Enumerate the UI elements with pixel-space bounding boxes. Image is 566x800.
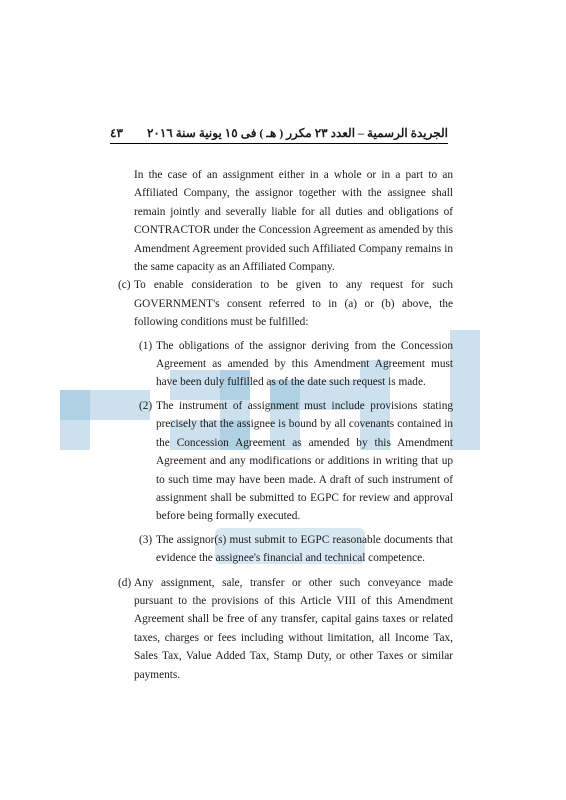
subclause-2-label: (2) (139, 399, 153, 412)
clause-c-text: To enable consideration to be given to any request for such GOVERNMENT's consent referred to in (a) or (b) above, the following conditions must be fulfilled: (134, 279, 453, 329)
gazette-title: الجريدة الرسمية – العدد ٢٣ مكرر ( هـ ) فى ١٥ يونية سنة ٢٠١٦ (146, 126, 448, 140)
document-body (118, 166, 453, 684)
clause-d-text: Any assignment, sale, transfer or other such conveyance made pursuant to the provisions of this Article VIII of this Amendment Agreement shall be free of any transfer, capital gains taxes or related taxes, charges or fees including without limitation, all Income Tax, Sales Tax, Value Added Tax, Stamp Duty, or other Taxes or similar payments. (134, 576, 453, 681)
header-rule (110, 143, 448, 144)
subclause-1 (139, 337, 453, 392)
subclause-1-text: The obligations of the assignor deriving from the Concession Agreement as amended by this Amendment Agreement must have been duly fulfilled as of the date such request is made. (156, 339, 453, 389)
subclause-3-label: (3) (139, 533, 153, 546)
subclause-2-text: The instrument of assignment must include provisions stating precisely that the assignee is bound by all covenants contained in the Concession Agreement as amended by this Amendment Agreement and any modifications or additions in writing that up to such time may have been made. A draft of such instrument of assignment shall be submitted to EGPC for review and approval before being formally executed. (156, 399, 453, 523)
clause-c (118, 276, 453, 331)
clause-d-label: (d) (118, 576, 132, 589)
clause-c-label: (c) (118, 279, 131, 292)
subclause-3 (139, 531, 453, 568)
subclause-1-label: (1) (139, 339, 153, 352)
subclause-2 (139, 397, 453, 526)
intro-paragraph: In the case of an assignment either in a whole or in a part to an Affiliated Company, the assignor together with the assignee shall remain jointly and severally liable for all duties and obligations of CONTRACTOR under the Concession Agreement as amended by this Amendment Agreement provided such Affiliated Company remains in the same capacity as an Affiliated Company. (134, 169, 453, 274)
page-number: ٤٣ (110, 126, 123, 140)
subclause-3-text: The assignor(s) must submit to EGPC reasonable documents that evidence the assignee's financial and technical competence. (156, 533, 453, 565)
page-header (110, 126, 448, 141)
clause-d (118, 574, 453, 684)
